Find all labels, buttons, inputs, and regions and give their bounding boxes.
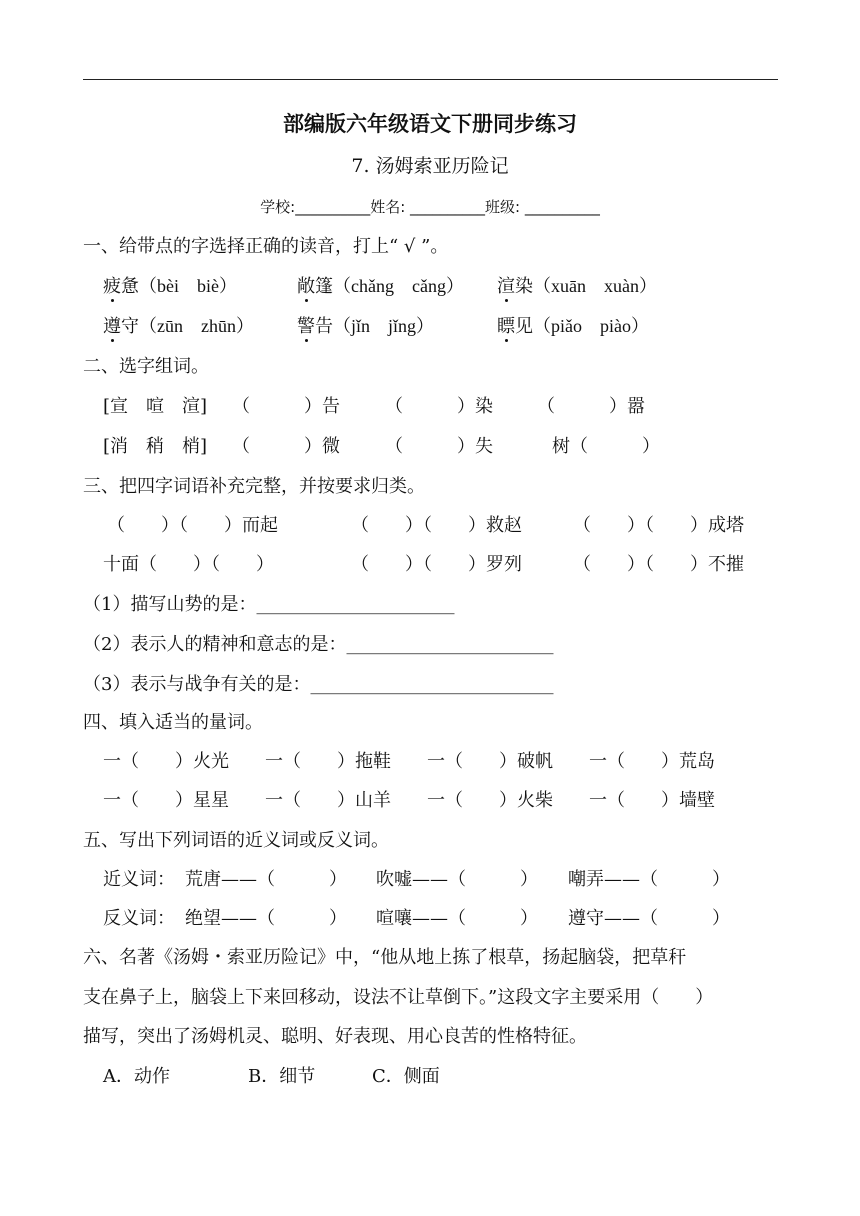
header-rule <box>83 79 778 80</box>
pinyin-options: （piǎo piào） <box>533 316 649 336</box>
name-label: 姓名: <box>370 198 406 216</box>
pinyin-options: （bèi biè） <box>139 276 237 296</box>
dotted-char: 遵 <box>103 312 121 338</box>
antonym-label: 反义词： <box>103 908 175 929</box>
dotted-char: 渲 <box>497 272 515 298</box>
q1-item <box>103 312 254 338</box>
char-group: [消 稍 梢] <box>103 436 208 457</box>
worksheet-title: 部编版六年级语文下册同步练习 <box>283 111 577 136</box>
name-blank[interactable]: __________ <box>405 198 486 216</box>
synonym-blank[interactable]: 荒唐——（ ） <box>185 869 347 890</box>
fill-blank[interactable]: （ ）染 <box>385 396 493 417</box>
answer-line[interactable]: ______________________ <box>256 594 455 615</box>
q1-item <box>497 312 649 338</box>
dotted-char: 疲 <box>103 272 121 298</box>
word-rest: 惫 <box>121 276 139 297</box>
measure-blank[interactable]: 一（ ）破帆 <box>427 751 553 772</box>
q1-item <box>103 272 237 298</box>
q1-heading: 一、给带点的字选择正确的读音，打上“ √ ”。 <box>83 236 449 257</box>
measure-blank[interactable]: 一（ ）拖鞋 <box>265 751 391 772</box>
fill-blank[interactable]: （ ）嚣 <box>537 396 645 417</box>
sub-label: （3）表示与战争有关的是： <box>83 674 311 695</box>
sub-label: （2）表示人的精神和意志的是： <box>83 634 347 655</box>
idiom-blank[interactable]: （ ）（ ）而起 <box>107 515 278 536</box>
option-a[interactable]: A．动作 <box>103 1066 170 1087</box>
q6-text-line2: 支在鼻子上，脑袋上下来回移动，设法不让草倒下。”这段文字主要采用（ ） <box>83 987 714 1008</box>
class-label: 班级: <box>485 198 521 216</box>
answer-line[interactable]: _______________________ <box>346 634 554 655</box>
q3-sub2 <box>83 630 553 656</box>
antonym-blank[interactable]: 喧嚷——（ ） <box>376 908 538 929</box>
pinyin-options: （zūn zhūn） <box>139 316 254 336</box>
option-b[interactable]: B．细节 <box>248 1066 316 1087</box>
word-rest: 守 <box>121 316 139 337</box>
measure-blank[interactable]: 一（ ）火光 <box>103 751 229 772</box>
pinyin-options: （xuān xuàn） <box>533 276 657 296</box>
class-blank[interactable]: __________ <box>520 198 600 216</box>
dotted-char: 警 <box>297 312 315 338</box>
idiom-blank[interactable]: （ ）（ ）救赵 <box>351 515 522 536</box>
idiom-blank[interactable]: （ ）（ ）不摧 <box>573 554 744 575</box>
dotted-char: 瞟 <box>497 312 515 338</box>
pinyin-options: （jǐn jǐng） <box>333 316 435 336</box>
q1-item <box>297 272 464 298</box>
q3-heading: 三、把四字词语补充完整，并按要求归类。 <box>83 476 425 497</box>
measure-blank[interactable]: 一（ ）山羊 <box>265 790 391 811</box>
lesson-title: 7. 汤姆索亚历险记 <box>351 155 509 177</box>
q1-item <box>297 312 434 338</box>
dotted-char: 敞 <box>297 272 315 298</box>
answer-line[interactable]: ___________________________ <box>310 674 554 695</box>
q1-item <box>497 272 657 298</box>
school-blank[interactable]: __________ <box>295 198 371 216</box>
option-c[interactable]: C．侧面 <box>372 1066 440 1087</box>
q2-heading: 二、选字组词。 <box>83 356 209 377</box>
measure-blank[interactable]: 一（ ）荒岛 <box>589 751 715 772</box>
school-label: 学校: <box>260 198 296 216</box>
q4-heading: 四、填入适当的量词。 <box>83 712 263 733</box>
q5-heading: 五、写出下列词语的近义词或反义词。 <box>83 830 389 851</box>
antonym-blank[interactable]: 遵守——（ ） <box>568 908 730 929</box>
synonym-blank[interactable]: 吹嘘——（ ） <box>376 869 538 890</box>
idiom-blank[interactable]: （ ）（ ）罗列 <box>351 554 522 575</box>
synonym-label: 近义词： <box>103 869 175 890</box>
fill-blank[interactable]: （ ）失 <box>385 436 493 457</box>
word-rest: 见 <box>515 316 533 337</box>
fill-blank[interactable]: （ ）告 <box>232 396 340 417</box>
fill-blank[interactable]: 树（ ） <box>552 436 660 457</box>
q3-sub3 <box>83 670 553 696</box>
synonym-blank[interactable]: 嘲弄——（ ） <box>568 869 730 890</box>
measure-blank[interactable]: 一（ ）墙壁 <box>589 790 715 811</box>
measure-blank[interactable]: 一（ ）星星 <box>103 790 229 811</box>
idiom-blank[interactable]: （ ）（ ）成塔 <box>573 515 744 536</box>
q3-sub1 <box>83 590 454 616</box>
idiom-blank[interactable]: 十面（ ）（ ） <box>103 554 274 575</box>
student-info-line <box>0 196 860 217</box>
sub-label: （1）描写山势的是： <box>83 594 257 615</box>
fill-blank[interactable]: （ ）微 <box>232 436 340 457</box>
char-group: [宣 喧 渲] <box>103 396 208 417</box>
measure-blank[interactable]: 一（ ）火柴 <box>427 790 553 811</box>
pinyin-options: （chǎng cǎng） <box>333 276 464 296</box>
q6-text-line1: 六、名著《汤姆・索亚历险记》中，“他从地上拣了根草，扬起脑袋，把草秆 <box>83 947 687 968</box>
word-rest: 篷 <box>315 276 333 297</box>
word-rest: 染 <box>515 276 533 297</box>
q6-text-line3: 描写，突出了汤姆机灵、聪明、好表现、用心良苦的性格特征。 <box>83 1026 587 1047</box>
word-rest: 告 <box>315 316 333 337</box>
antonym-blank[interactable]: 绝望——（ ） <box>185 908 347 929</box>
